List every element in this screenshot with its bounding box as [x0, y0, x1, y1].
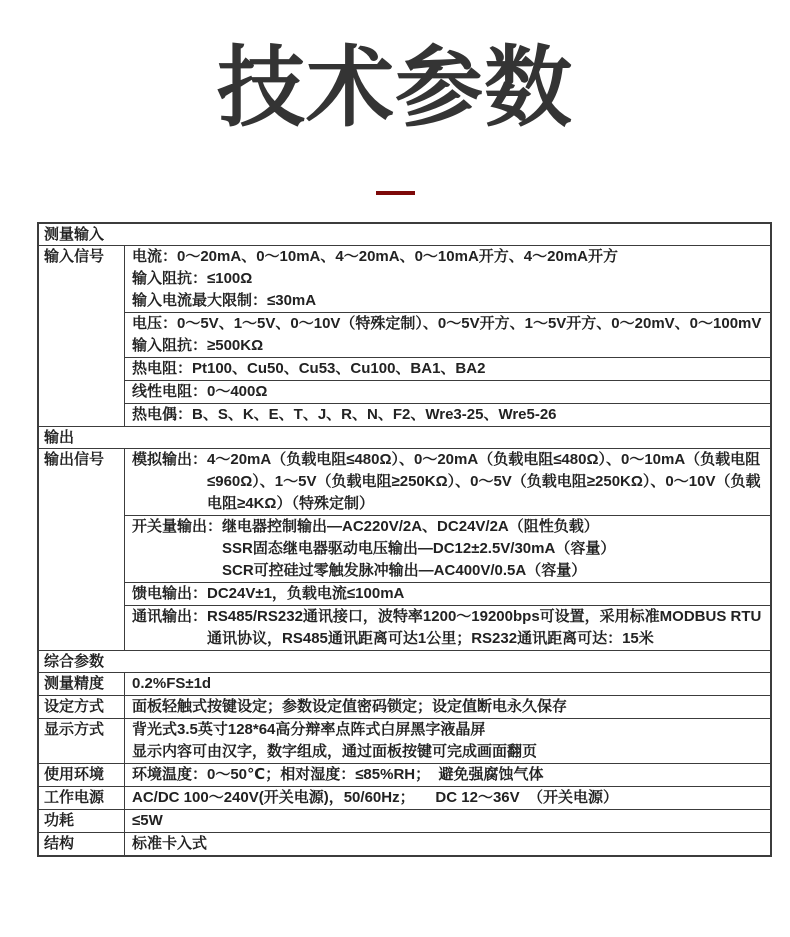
spec-definition	[207, 606, 766, 650]
row-label: 功耗	[39, 810, 125, 832]
spec-line: 环境温度：0～50℃；相对湿度：≤85%RH； 避免强腐蚀气体	[132, 765, 544, 783]
row-value	[125, 787, 770, 809]
spec-line: 电压：0～5V、1～5V、0～10V（特殊定制）、0～5V开方、1～5V开方、0～20mV、0～100mV	[132, 314, 762, 332]
row-label: 结构	[39, 833, 125, 855]
spec-table	[37, 222, 772, 857]
spec-line: 馈电输出：DC24V±1，负载电流≤100mA	[132, 584, 405, 602]
spec-line: 输入电流最大限制：≤30mA	[132, 291, 317, 309]
spec-line: 显示内容可由汉字，数字组成，通过面板按键可完成画面翻页	[132, 742, 538, 760]
spec-line: 继电器控制输出—AC220V/2A、DC24V/2A（阻性负载）	[222, 517, 599, 535]
spec-line: 热电偶：B、S、K、E、T、J、R、N、F2、Wre3-25、Wre5-26	[132, 405, 557, 423]
spec-line: 面板轻触式按键设定；参数设定值密码锁定；设定值断电永久保存	[132, 697, 568, 715]
row-label: 测量精度	[39, 673, 125, 695]
section-label: 综合参数	[44, 652, 105, 670]
row-label: 输入信号	[39, 246, 125, 426]
spec-subcell	[125, 380, 770, 403]
spec-row	[39, 672, 770, 695]
spec-subcell	[125, 833, 770, 855]
spec-row	[39, 763, 770, 786]
spec-subcell	[125, 582, 770, 605]
row-value	[125, 673, 770, 695]
spec-line: 背光式3.5英寸128*64高分辩率点阵式白屏黑字液晶屏	[132, 720, 486, 738]
spec-line: 0.2%FS±1d	[132, 674, 212, 692]
spec-row	[39, 245, 770, 426]
spec-subcell	[125, 696, 770, 718]
section-label: 输出	[44, 428, 75, 446]
spec-line: SCR可控硅过零触发脉冲输出—AC400V/0.5A（容量）	[222, 561, 587, 579]
section-header-row	[39, 426, 770, 448]
page-title: 技术参数	[216, 38, 573, 137]
spec-line: AC/DC 100～240V(开关电源)，50/60Hz； DC 12～36V （开关电源）	[132, 788, 618, 806]
spec-subcell	[125, 515, 770, 582]
row-value	[125, 810, 770, 832]
spec-row	[39, 718, 770, 763]
spec-line: 电流：0～20mA、0～10mA、4～20mA、0～10mA开方、4～20mA开方	[132, 247, 618, 265]
hanging-entry	[132, 449, 766, 515]
spec-line: 4～20mA（负载电阻≤480Ω）、0～20mA（负载电阻≤480Ω）、0～10mA（负载电阻≤960Ω）、1～5V（负载电阻≥250KΩ）、0～5V（负载电阻≥250KΩ）、0～10V（负载电阻≥4KΩ）（特殊定制）	[207, 450, 761, 512]
spec-subcell	[125, 719, 770, 763]
spec-line: 标准卡入式	[132, 834, 208, 852]
spec-subcell	[125, 605, 770, 650]
hanging-entry	[132, 606, 766, 650]
spec-subcell	[125, 764, 770, 786]
spec-line: ≤5W	[132, 811, 163, 829]
row-value	[125, 719, 770, 763]
spec-row	[39, 832, 770, 855]
spec-subcell	[125, 787, 770, 809]
section-label: 测量输入	[44, 225, 105, 243]
spec-line: 线性电阻：0～400Ω	[132, 382, 268, 400]
spec-line: RS485/RS232通讯接口，波特率1200～19200bps可设置，采用标准MODBUS RTU通讯协议，RS485通讯距离可达1公里；RS232通讯距离可达：15米	[207, 607, 762, 647]
spec-term: 通讯输出：	[132, 607, 208, 625]
row-value	[125, 833, 770, 855]
row-label: 使用环境	[39, 764, 125, 786]
row-value	[125, 764, 770, 786]
spec-term: 模拟输出：	[132, 450, 208, 468]
row-value	[125, 449, 770, 650]
spec-line: 输入阻抗：≤100Ω	[132, 269, 253, 287]
spec-row	[39, 448, 770, 650]
row-label: 设定方式	[39, 696, 125, 718]
spec-page	[0, 38, 790, 857]
row-value	[125, 696, 770, 718]
spec-line: 输入阻抗：≥500KΩ	[132, 336, 264, 354]
spec-subcell	[125, 673, 770, 695]
spec-subcell	[125, 246, 770, 312]
spec-term: 开关量输出：	[132, 517, 223, 535]
row-label: 输出信号	[39, 449, 125, 650]
spec-definition	[207, 449, 766, 515]
row-label: 工作电源	[39, 787, 125, 809]
row-label: 显示方式	[39, 719, 125, 763]
spec-subcell	[125, 403, 770, 426]
spec-row	[39, 809, 770, 832]
spec-definition	[222, 516, 766, 582]
section-header-row	[39, 224, 770, 245]
hanging-entry	[132, 516, 766, 582]
spec-subcell	[125, 357, 770, 380]
spec-line: 热电阻：Pt100、Cu50、Cu53、Cu100、BA1、BA2	[132, 359, 486, 377]
spec-row	[39, 695, 770, 718]
title-divider	[376, 191, 415, 195]
spec-subcell	[125, 312, 770, 357]
section-header-row	[39, 650, 770, 672]
row-value	[125, 246, 770, 426]
spec-subcell	[125, 810, 770, 832]
spec-row	[39, 786, 770, 809]
spec-subcell	[125, 449, 770, 515]
spec-line: SSR固态继电器驱动电压输出—DC12±2.5V/30mA（容量）	[222, 539, 616, 557]
